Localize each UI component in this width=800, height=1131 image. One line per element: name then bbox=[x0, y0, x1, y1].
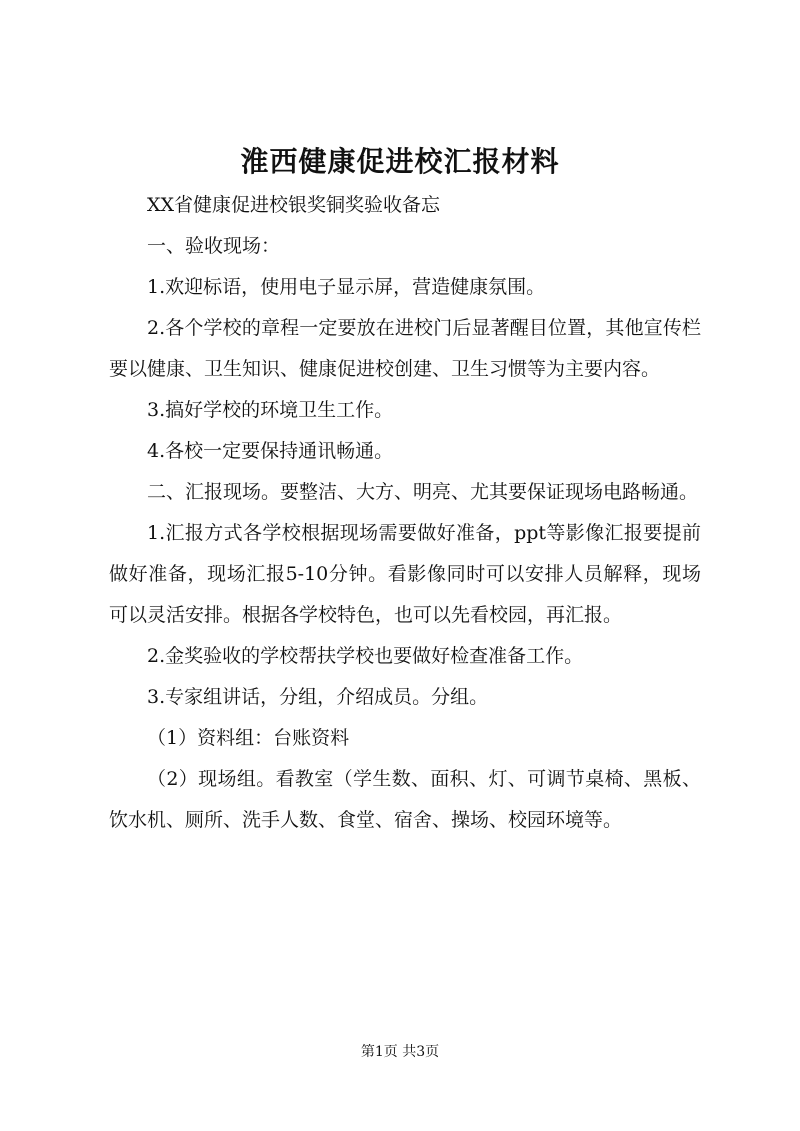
document-title: 淮西健康促进校汇报材料 bbox=[240, 145, 560, 178]
paragraph-subitem: （1）资料组：台账资料 bbox=[147, 727, 350, 749]
paragraph-item: 3.搞好学校的环境卫生工作。 bbox=[147, 399, 394, 421]
document-body bbox=[109, 185, 701, 841]
paragraph-item: 3.专家组讲话，分组，介绍成员。分组。 bbox=[147, 686, 489, 708]
page-footer: 第1页 共3页 bbox=[360, 1044, 440, 1060]
paragraph-item: 2.金奖验收的学校帮扶学校也要做好检查准备工作。 bbox=[147, 645, 584, 667]
paragraph-section-1: 一、验收现场： bbox=[147, 235, 281, 257]
paragraph-subitem: （2）现场组。看教室（学生数、面积、灯、可调节桌椅、黑板、饮水机、厕所、洗手人数、食堂、宿舍、操场、校园环境等。 bbox=[109, 768, 701, 831]
paragraph-item: 1.汇报方式各学校根据现场需要做好准备，ppt等影像汇报要提前做好准备，现场汇报5-10分钟。看影像同时可以安排人员解释，现场可以灵活安排。根据各学校特色，也可以先看校园，再汇报。 bbox=[109, 522, 701, 626]
paragraph-item: 1.欢迎标语，使用电子显示屏，营造健康氛围。 bbox=[147, 276, 546, 298]
paragraph-item: 4.各校一定要保持通讯畅通。 bbox=[147, 440, 394, 462]
paragraph-subtitle: XX省健康促进校银奖铜奖验收备忘 bbox=[147, 194, 441, 216]
paragraph-section-2: 二、汇报现场。要整洁、大方、明亮、尤其要保证现场电路畅通。 bbox=[147, 481, 699, 503]
paragraph-item: 2.各个学校的章程一定要放在进校门后显著醒目位置，其他宣传栏要以健康、卫生知识、健康促进校创建、卫生习惯等为主要内容。 bbox=[109, 317, 701, 380]
